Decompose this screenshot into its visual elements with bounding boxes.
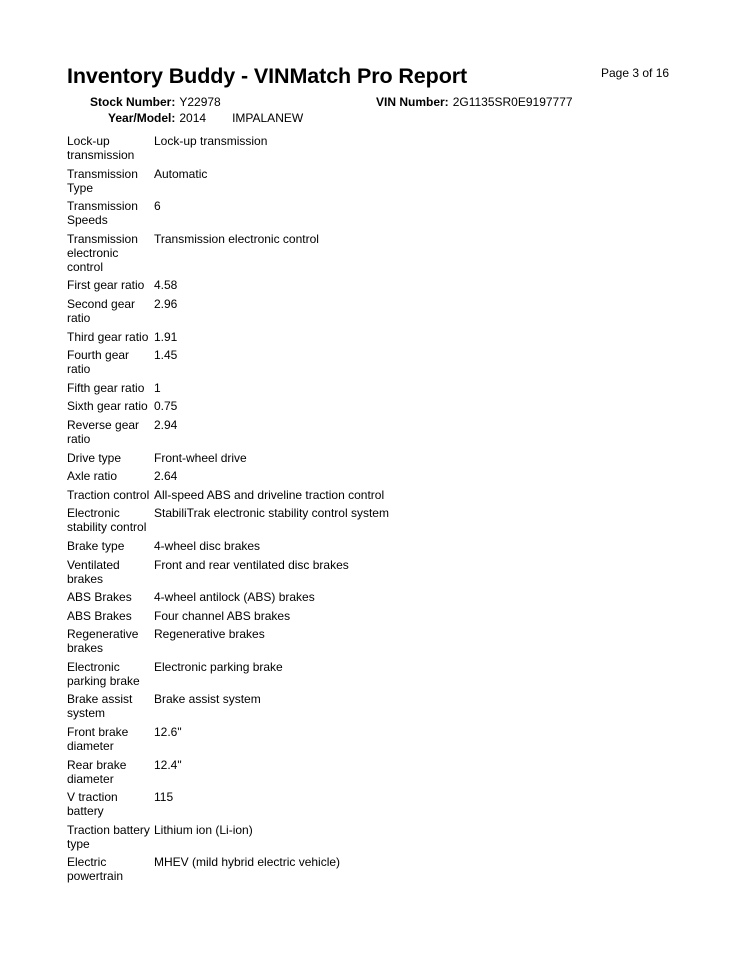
spec-row (67, 134, 427, 162)
spec-label: First gear ratio (67, 278, 145, 293)
spec-value: StabiliTrak electronic stability control system (154, 506, 389, 521)
spec-value: Lock-up transmission (154, 134, 268, 148)
vin-number-field (376, 95, 573, 109)
spec-row (67, 609, 427, 623)
spec-row (67, 758, 427, 786)
spec-value: Brake assist system (154, 692, 261, 707)
spec-value: 2.96 (154, 296, 178, 311)
spec-row (67, 823, 427, 851)
spec-value: 0.75 (154, 399, 178, 414)
report-title: Inventory Buddy - VINMatch Pro Report (67, 64, 468, 88)
stock-number-label: Stock Number: (90, 95, 176, 109)
spec-value: 4.58 (154, 278, 178, 293)
year-model-field (108, 111, 303, 125)
spec-label: Sixth gear ratio (67, 399, 148, 414)
spec-row (67, 488, 427, 502)
spec-value: 4-wheel disc brakes (154, 538, 261, 553)
spec-row (67, 660, 427, 688)
spec-row (67, 469, 427, 483)
spec-label: Electronic stability control (67, 506, 147, 535)
spec-label: Transmission electronic control (67, 231, 138, 274)
spec-label: Front brake diameter (67, 725, 129, 754)
spec-value: 2.64 (154, 469, 178, 484)
spec-label: Brake type (67, 538, 125, 553)
spec-value: 12.4" (154, 757, 182, 772)
spec-row (67, 278, 427, 292)
spec-label: Transmission Speeds (67, 199, 138, 228)
spec-value: 6 (154, 199, 161, 214)
vin-number-value: 2G1135SR0E9197777 (452, 95, 573, 109)
spec-label: Traction battery type (67, 822, 150, 851)
spec-label: Lock-up transmission (67, 134, 135, 162)
spec-label: Fourth gear ratio (67, 348, 130, 377)
spec-label: Drive type (67, 450, 122, 465)
spec-label: Fifth gear ratio (67, 380, 145, 395)
year-value: 2014 (179, 111, 207, 125)
spec-row (67, 506, 427, 534)
year-model-label: Year/Model: (108, 111, 176, 125)
spec-value: All-speed ABS and driveline traction control (154, 487, 385, 502)
spec-value: Four channel ABS brakes (154, 608, 291, 623)
vin-number-label: VIN Number: (376, 95, 449, 109)
spec-row (67, 232, 427, 274)
spec-label: Second gear ratio (67, 296, 136, 325)
spec-label: Electronic parking brake (67, 659, 140, 688)
spec-row (67, 348, 427, 376)
spec-row (67, 330, 427, 344)
spec-value: 4-wheel antilock (ABS) brakes (154, 590, 315, 605)
spec-row (67, 725, 427, 753)
spec-value: 12.6" (154, 725, 182, 740)
spec-label: Electric powertrain (67, 855, 124, 884)
spec-value: Lithium ion (Li-ion) (154, 822, 253, 837)
spec-value: 2.94 (154, 417, 178, 432)
spec-value: Front-wheel drive (154, 450, 247, 465)
spec-label: ABS Brakes (67, 590, 132, 605)
spec-value: 1 (154, 380, 161, 395)
spec-row (67, 418, 427, 446)
spec-value: Automatic (154, 166, 208, 181)
spec-row (67, 381, 427, 395)
spec-label: Traction control (67, 487, 150, 502)
spec-row (67, 558, 427, 586)
spec-value: Front and rear ventilated disc brakes (154, 557, 349, 572)
spec-row (67, 790, 427, 818)
spec-label: Brake assist system (67, 692, 133, 721)
spec-row (67, 539, 427, 553)
spec-row (67, 855, 427, 883)
spec-row (67, 692, 427, 720)
spec-label: V traction battery (67, 790, 118, 819)
spec-list (67, 134, 427, 888)
spec-label: Axle ratio (67, 469, 118, 484)
spec-label: Rear brake diameter (67, 757, 127, 786)
page-number: Page 3 of 16 (601, 66, 670, 80)
spec-row (67, 297, 427, 325)
spec-label: Transmission Type (67, 166, 138, 195)
spec-value: 115 (154, 790, 174, 805)
model-value: IMPALANEW (232, 111, 304, 125)
spec-row (67, 399, 427, 413)
spec-row (67, 590, 427, 604)
stock-number-field (90, 95, 221, 109)
stock-number-value: Y22978 (179, 95, 221, 109)
spec-label: Third gear ratio (67, 329, 149, 344)
spec-value: Electronic parking brake (154, 659, 283, 674)
spec-label: Ventilated brakes (67, 557, 120, 586)
spec-value: MHEV (mild hybrid electric vehicle) (154, 855, 341, 870)
spec-value: 1.91 (154, 329, 178, 344)
spec-row (67, 451, 427, 465)
spec-row (67, 627, 427, 655)
spec-label: Reverse gear ratio (67, 417, 140, 446)
spec-row (67, 199, 427, 227)
spec-value: 1.45 (154, 348, 178, 363)
spec-value: Transmission electronic control (154, 231, 319, 246)
spec-label: Regenerative brakes (67, 627, 139, 656)
spec-value: Regenerative brakes (154, 627, 265, 642)
spec-label: ABS Brakes (67, 608, 132, 623)
spec-row (67, 167, 427, 195)
